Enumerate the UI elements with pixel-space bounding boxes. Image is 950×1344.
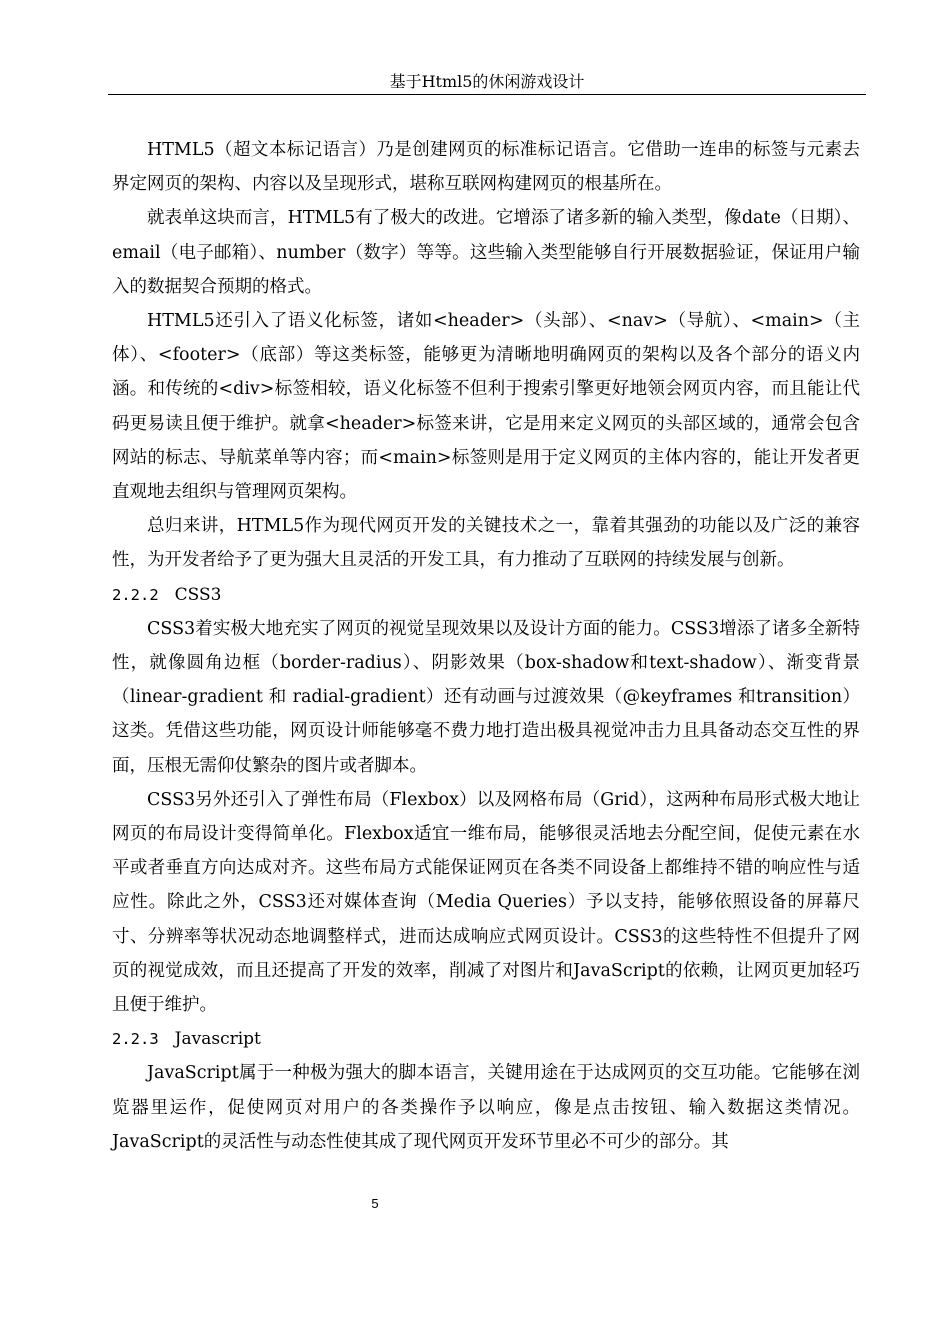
page-body xyxy=(112,133,860,1159)
paragraph-html5-intro: HTML5（超文本标记语言）乃是创建网页的标准标记语言。它借助一连串的标签与元素去界定网页的架构、内容以及呈现形式，堪称互联网构建网页的根基所在。 xyxy=(112,140,860,195)
section-title: CSS3 xyxy=(174,584,222,605)
section-title: Javascript xyxy=(174,1029,261,1050)
paragraph-css3-layout: CSS3另外还引入了弹性布局（Flexbox）以及网格布局（Grid），这两种布局形式极大地让网页的布局设计变得简单化。Flexbox适宜一维布局，能够很灵活地去分配空间，促使元素在水平或者垂直方向达成对齐。这些布局方式能保证网页在各类不同设备上都维持不错的响应性与适应性。除此之外，CSS3还对媒体查询（Media Queries）予以支持，能够依照设备的屏幕尺寸、分辨率等状况动态地调整样式，进而达成响应式网页设计。CSS3的这些特性不但提升了网页的视觉成效，而且还提高了开发的效率，削减了对图片和JavaScript的依赖，让网页更加轻巧且便于维护。 xyxy=(112,789,860,1016)
section-number: 2.2.3 xyxy=(112,1030,159,1049)
paragraph-html5-forms: 就表单这块而言，HTML5有了极大的改进。它增添了诸多新的输入类型，像date（日期）、email（电子邮箱）、number（数字）等等。这些输入类型能够自行开展数据验证，保证用户输入的数据契合预期的格式。 xyxy=(112,208,860,297)
paragraph-javascript-intro: JavaScript属于一种极为强大的脚本语言，关键用途在于达成网页的交互功能。它能够在浏览器里运作，促使网页对用户的各类操作予以响应，像是点击按钮、输入数据这类情况。JavaScript的灵活性与动态性使其成了现代网页开发环节里必不可少的部分。其 xyxy=(112,1063,860,1152)
paragraph-css3-features: CSS3着实极大地充实了网页的视觉呈现效果以及设计方面的能力。CSS3增添了诸多全新特性，就像圆角边框（border-radius）、阴影效果（box-shadow和text-shadow）、渐变背景（linear-gradient 和 radial-gradient）还有动画与过渡效果（@keyframes 和transition）这类。凭借这些功能，网页设计师能够毫不费力地打造出极具视觉冲击力且具备动态交互性的界面，压根无需仰仗繁杂的图片或者脚本。 xyxy=(112,618,860,776)
section-heading-css3 xyxy=(112,578,860,612)
section-heading-javascript xyxy=(112,1022,860,1056)
section-number: 2.2.2 xyxy=(112,585,159,604)
running-header xyxy=(108,70,866,95)
paragraph-html5-summary: 总归来讲，HTML5作为现代网页开发的关键技术之一，靠着其强劲的功能以及广泛的兼容性，为开发者给予了更为强大且灵活的开发工具，有力推动了互联网的持续发展与创新。 xyxy=(112,516,860,571)
paragraph-html5-semantic: HTML5还引入了语义化标签，诸如<header>（头部）、<nav>（导航）、<main>（主体）、<footer>（底部）等这类标签，能够更为清晰地明确网页的架构以及各个部分的语义内涵。和传统的<div>标签相较，语义化标签不但利于搜索引擎更好地领会网页内容，而且能让代码更易读且便于维护。就拿<header>标签来讲，它是用来定义网页的头部区域的，通常会包含网站的标志、导航菜单等内容；而<main>标签则是用于定义网页的主体内容的，能让开发者更直观地去组织与管理网页架构。 xyxy=(112,311,860,503)
document-title: 基于Html5的休闲游戏设计 xyxy=(389,72,585,91)
page-number: 5 xyxy=(371,1196,379,1211)
